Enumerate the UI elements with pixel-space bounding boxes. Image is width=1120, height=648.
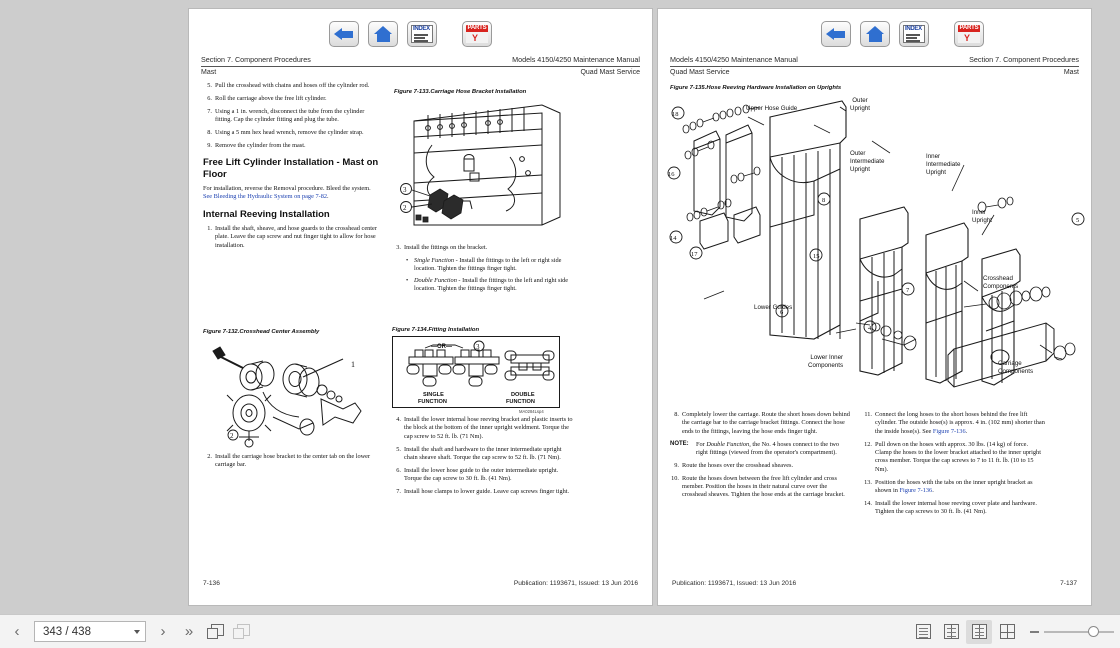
viewport-right-margin (1092, 0, 1120, 614)
step-text: Install the lower hose guide to the outer intermediate upright. Torque the cap screw to 30 ft. lb. (41 Nm). (404, 466, 559, 483)
index-button[interactable] (899, 21, 929, 47)
right-page-column-1 (670, 411, 850, 504)
label-line: Intermediate (926, 160, 961, 168)
two-page-icon (972, 624, 987, 639)
next-page-button[interactable]: › (160, 623, 166, 640)
step-text-b: . (932, 486, 934, 494)
step-text: Install the lower internal hose reeving cover plate and hardware. Tighten the cap screws to 30 ft. lb. (41 Nm). (875, 499, 1037, 516)
svg-text:15: 15 (813, 253, 820, 260)
svg-text:2: 2 (403, 204, 407, 212)
index-icon (411, 25, 433, 43)
zoom-slider-track[interactable] (1044, 631, 1114, 633)
step-text: Using a 5 mm hex head wrench, remove the cylinder strap. (215, 128, 364, 136)
list-item (670, 411, 850, 436)
step-number: 13. (864, 478, 872, 486)
list-item (203, 142, 381, 150)
header-rule (670, 66, 1079, 67)
page-header-left: Models 4150/4250 Maintenance Manual (670, 55, 798, 64)
step-text: Roll the carriage above the free lift cylinder. (215, 94, 327, 102)
viewport-bottom-margin (188, 606, 1092, 614)
home-button[interactable] (368, 21, 398, 47)
figure-135-caption: Figure 7-135.Hose Reeving Hardware Installation on Uprights (670, 85, 842, 91)
single-page-icon (916, 624, 931, 639)
home-button[interactable] (860, 21, 890, 47)
step-text: Install the shaft, sheave, and hose guards to the crosshead center plate. Leave the cap screw and nut finger tight to allow for hose installation. (215, 225, 377, 249)
cross-reference-link[interactable]: See Bleeding the Hydraulic System on page 7-82 (203, 193, 327, 201)
list-item (203, 225, 381, 250)
page-subheader-right: Quad Mast Service (580, 69, 640, 76)
step-text: Install the carriage hose bracket to the center tab on the lower carriage bar. (215, 453, 371, 469)
parts-icon-label: PARTS (467, 25, 487, 31)
step-text-b: . (965, 427, 968, 435)
svg-text:7: 7 (906, 287, 910, 294)
continuous-scroll-icon (944, 624, 959, 639)
step-number: 6. (207, 94, 212, 102)
page-subheader-right: Mast (1063, 69, 1079, 76)
figure-135-label-upper-hose-guide: Upper Hose Guide (746, 105, 798, 112)
step-text: Install the shaft and hardware to the inner intermediate upright chain sheave shaft. Torque the cap screw to 52 ft. lb. (71 Nm). (404, 445, 562, 461)
bullet-body: - Install the fittings to the left or right side location. Tighten the fittings finger tight. (414, 256, 562, 273)
view-mode-continuous-scroll[interactable] (938, 620, 964, 644)
list-item (670, 475, 850, 500)
figure-134-fitting-installation (392, 336, 560, 408)
label-line: Upright (850, 104, 870, 112)
right-page-column-2 (863, 411, 1045, 521)
figure-135-label-lower-inner-components (808, 354, 843, 370)
step-number: 9. (674, 461, 679, 469)
step-number: 7. (396, 488, 401, 496)
svg-text:17: 17 (691, 251, 698, 258)
svg-text:8: 8 (822, 197, 826, 204)
step-number: 4. (396, 416, 401, 423)
page-number-value: 343 / 438 (43, 625, 91, 638)
figure-135-label-carriage-components (998, 360, 1033, 376)
step-number: 7. (207, 107, 212, 115)
step-number: 8. (207, 128, 212, 136)
left-page-column-1-cont (203, 453, 381, 474)
label-line: Lower Inner (810, 354, 844, 361)
parts-icon: PARTS Y (467, 25, 487, 43)
page-footer-right: Publication: 1193671, Issued: 13 Jun 2016 (513, 580, 638, 587)
label-line: Outer (850, 150, 866, 157)
label-line: Components (808, 361, 844, 369)
view-mode-single-page[interactable] (910, 620, 936, 644)
svg-text:FUNCTION: FUNCTION (418, 399, 447, 405)
index-icon-label: INDEX (413, 26, 430, 32)
section-heading: Free Lift Cylinder Installation - Mast on Floor (203, 157, 379, 180)
bullet-text (414, 257, 575, 274)
figure-135-label-outer-intermediate-upright (850, 150, 884, 173)
label-line: Components (998, 367, 1034, 375)
page-header-left: Section 7. Component Procedures (201, 55, 311, 64)
view-mode-two-page[interactable] (966, 620, 992, 644)
figure-132-crosshead-center-assembly (203, 337, 383, 449)
step-text: Install the fittings on the bracket. (404, 244, 488, 251)
bullet-lead: Double Function (414, 277, 457, 285)
body-paragraph (203, 185, 381, 202)
last-page-button[interactable]: » (184, 623, 194, 640)
back-button[interactable] (329, 21, 359, 47)
label-line: Carriage (998, 360, 1022, 367)
parts-icon: PARTS Y (959, 25, 979, 43)
left-page-column-2 (392, 244, 575, 297)
page-header-right: Section 7. Component Procedures (969, 55, 1079, 64)
step-number: 2. (207, 453, 212, 460)
step-number: 12. (864, 440, 872, 448)
step-number: 14. (864, 499, 872, 507)
document-page-right[interactable] (657, 8, 1092, 606)
bullet-marker: • (406, 277, 409, 285)
bullet-list (406, 257, 575, 294)
label-line: Outer (852, 97, 868, 104)
view-mode-four-page[interactable] (994, 620, 1020, 644)
step-number: 9. (207, 141, 212, 149)
svg-text:1: 1 (351, 360, 355, 369)
list-item (392, 488, 575, 496)
label-line: Upright (972, 216, 992, 224)
list-item (863, 411, 1045, 436)
back-arrow-icon (826, 28, 846, 41)
new-window-icon (207, 624, 224, 640)
list-item (392, 446, 575, 463)
label-line: Upright (850, 165, 870, 173)
label-line: Inner (972, 209, 987, 216)
page-number-select[interactable] (34, 621, 146, 642)
figure-133-carriage-hose-bracket (392, 97, 572, 239)
list-item (203, 453, 381, 470)
header-rule (201, 66, 640, 67)
svg-text:18: 18 (672, 111, 679, 118)
in-page-nav-buttons-right (821, 21, 984, 47)
bullet-body: - Install the fittings to the left and right side location. Tighten the fittings finger tight. (414, 277, 569, 293)
list-item (392, 467, 575, 484)
paragraph-tail: . (327, 193, 329, 201)
page-footer-left: Publication: 1193671, Issued: 13 Jun 2016 (672, 580, 797, 587)
index-button[interactable] (407, 21, 437, 47)
four-page-icon (1000, 624, 1015, 639)
zoom-out-icon[interactable] (1030, 631, 1039, 633)
step-text: Pull the crosshead with chains and hoses off the cylinder rod. (215, 82, 370, 89)
previous-page-button[interactable]: ‹ (14, 623, 20, 640)
paragraph-text: For installation, reverse the Removal procedure. Bleed the system. (203, 184, 371, 192)
label-line: Components (983, 282, 1019, 290)
step-text: Pull down on the hoses with approx. 30 lbs. (14 kg) of force. Clamp the hoses to the lower bracket attached to the inner upright cross member. Torque the cap screws to 7 to 11 ft. lb. (10 to 15 Nm). (875, 440, 1041, 473)
figure-135-label-inner-intermediate-upright (926, 153, 960, 176)
note-block (670, 441, 850, 458)
list-item (203, 129, 381, 137)
note-label: NOTE: (670, 440, 689, 447)
back-arrow-icon (334, 28, 354, 41)
step-number: 11. (864, 411, 872, 418)
label-line: Upright (926, 168, 946, 176)
note-text (696, 441, 850, 458)
svg-text:3: 3 (403, 186, 407, 194)
document-page-left[interactable] (188, 8, 653, 606)
step-text (875, 479, 1045, 496)
step-text: Route the hoses down between the free lift cylinder and cross member. Position the hoses in their natural curve over the crosshead sheaves. Tighten the hose ends at the carriage bracket. (682, 474, 845, 499)
svg-text:5: 5 (1076, 217, 1080, 224)
label-line: Intermediate (850, 157, 885, 165)
list-item (670, 462, 850, 470)
list-item (863, 479, 1045, 496)
list-item (392, 244, 575, 252)
section-heading: Internal Reeving Installation (203, 208, 330, 220)
index-icon-label: INDEX (905, 26, 922, 32)
open-in-new-window-button[interactable] (202, 619, 228, 645)
svg-text:16: 16 (668, 171, 675, 178)
svg-text:14: 14 (670, 235, 677, 242)
svg-text:—OR—: —OR— (431, 344, 452, 350)
bullet-text (414, 277, 575, 294)
index-icon (903, 25, 925, 43)
step-number: 6. (396, 466, 401, 474)
step-text: Using a 1 in. wrench, disconnect the tube from the cylinder fitting. Cap the cylinder fitting and plug the tube. (215, 107, 365, 124)
svg-text:2: 2 (230, 432, 234, 440)
label-line: Crosshead (983, 275, 1013, 282)
step-number: 1. (207, 225, 212, 233)
list-item (406, 257, 575, 274)
svg-text:3: 3 (476, 343, 480, 351)
left-page-column-2-cont (392, 416, 575, 501)
figure-135-label-inner-upright (972, 209, 992, 225)
figure-135-hose-reeving-hardware (664, 95, 1088, 395)
step-text-a: Connect the long hoses to the short hoses behind the free lift cylinder. The outside hose(s) is approx. 4 in. (102 mm) shorter than the inside hose(s). See (875, 411, 1045, 435)
figure-133-caption: Figure 7-133.Carriage Hose Bracket Installation (394, 89, 527, 95)
figure-132-caption: Figure 7-132.Crosshead Center Assembly (203, 329, 320, 335)
toolbar-left-group (0, 619, 254, 645)
list-item (392, 416, 575, 441)
step-text (875, 411, 1045, 436)
list-item (863, 441, 1045, 474)
page-header-right: Models 4150/4250 Maintenance Manual (512, 55, 640, 64)
list-item (406, 277, 575, 294)
restore-window-button[interactable] (228, 619, 254, 645)
step-text: Route the hoses over the crosshead sheaves. (682, 461, 794, 469)
step-text: Install the lower internal hose reeving bracket and plastic inserts to the block at the bottom of the inner upright weldment. Torque the cap screw to 52 ft. lb. (71 Nm). (404, 416, 573, 440)
step-text: Completely lower the carriage. Route the short hoses down behind the carriage bar to the carriage bracket fittings. Connect the hose ends to the fittings, leaving the hose ends finger tight. (682, 411, 850, 435)
list-item (203, 108, 381, 125)
home-icon (374, 26, 393, 42)
note-body: , the No. 4 hoses connect to the two right fittings (viewed from the operator's compartment). (696, 440, 840, 456)
viewport-top-margin (188, 0, 1092, 8)
toolbar-right-group (910, 620, 1120, 644)
viewer-toolbar (0, 614, 1120, 648)
page-footer-left: 7-136 (203, 580, 220, 587)
figure-134-art-code: MA0284Lsp4 (519, 409, 544, 414)
note-lead: For (696, 440, 707, 448)
figure-135-label-lower-guides: Lower Guides (754, 304, 793, 311)
home-icon (866, 26, 885, 42)
step-text: Remove the cylinder from the mast. (215, 141, 306, 149)
zoom-slider-handle[interactable] (1088, 626, 1099, 637)
step-number: 5. (207, 82, 212, 89)
step-number: 3. (396, 244, 401, 251)
step-text: Install hose clamps to lower guide. Leave cap screws finger tight. (404, 488, 570, 496)
page-subheader-left: Quad Mast Service (670, 69, 730, 76)
list-item (863, 500, 1045, 517)
left-page-column-1 (203, 82, 381, 255)
parts-button[interactable] (954, 21, 984, 47)
chevron-down-icon (134, 630, 140, 634)
zoom-control[interactable] (1030, 631, 1114, 633)
step-number: 8. (674, 411, 679, 418)
svg-text:DOUBLE: DOUBLE (511, 392, 535, 398)
figure-135-label-crosshead-components (983, 275, 1018, 291)
parts-button[interactable] (462, 21, 492, 47)
viewport-left-margin (0, 0, 188, 614)
bullet-marker: • (406, 256, 409, 264)
list-item (203, 82, 381, 90)
figure-135-label-outer-upright (850, 97, 870, 113)
page-footer-right: 7-137 (1060, 580, 1077, 587)
list-item (203, 95, 381, 103)
in-page-nav-buttons-left (329, 21, 492, 47)
step-text-a: Position the hoses with the tabs on the inner upright bracket as shown in (875, 478, 1033, 494)
svg-text:4: 4 (868, 325, 872, 332)
page-subheader-left: Mast (201, 69, 217, 76)
svg-text:FUNCTION: FUNCTION (506, 399, 535, 405)
note-emphasis: Double Function (706, 440, 750, 448)
bullet-lead: Single Function (414, 256, 455, 264)
back-button[interactable] (821, 21, 851, 47)
cross-reference-link[interactable]: Figure 7-136 (932, 427, 966, 435)
svg-text:SINGLE: SINGLE (423, 392, 444, 398)
figure-134-caption: Figure 7-134.Fitting Installation (392, 327, 480, 333)
cross-reference-link[interactable]: Figure 7-136 (899, 486, 933, 494)
restore-window-icon (233, 624, 250, 640)
parts-icon-label: PARTS (959, 25, 979, 31)
label-line: Inner (926, 153, 941, 160)
step-number: 5. (396, 445, 401, 453)
step-number: 10. (671, 474, 679, 482)
svg-text:6: 6 (780, 309, 784, 316)
